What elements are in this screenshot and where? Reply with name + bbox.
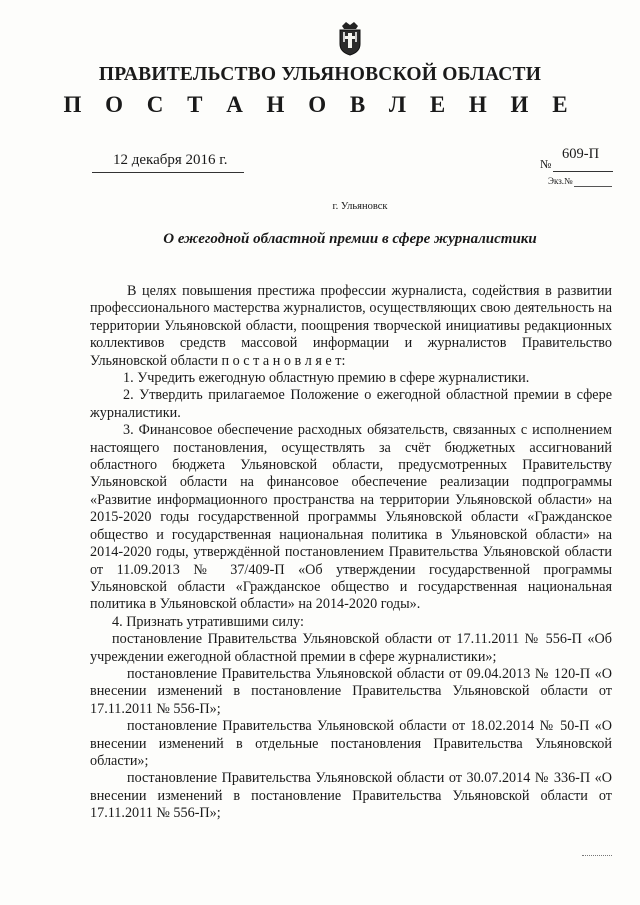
body-paragraph: постановление Правительства Ульяновской области от 18.02.2014 № 50-П «О внесении изменений в отдельные постановления Правительства Ульяновской области»;	[90, 718, 612, 769]
body-paragraph: 3. Финансовое обеспечение расходных обязательств, связанных с исполнением настоящего постановления, осуществлять за счёт бюджетных ассигнований областного бюджета Ульяновской области, предусмотренных Правительству Ульяновской области на финансовое обеспечение реализации подпрограммы «Развитие информационного пространства на территории Ульяновской области» на 2015-2020 годы государственной программы Ульяновской области «Гражданское общество и государственная национальная политика в Ульяновской области» на 2014-2020 годы, утверждённой постановлением Правительства Ульяновской области от 11.09.2013 № 37/409-П «Об утверждении государственной программы Ульяновской области «Гражданское общество и государственная национальная политика в Ульяновской области» на 2014-2020 годы».	[90, 422, 612, 613]
body-paragraph: 2. Утвердить прилагаемое Положение о ежегодной областной премии в сфере журналистики.	[90, 387, 612, 421]
body-paragraph: В целях повышения престижа профессии журналиста, содействия в развитии профессионального мастерства журналистов, осуществляющих свою деятельность на территории Ульяновской области, поощрения творческой инициативы редакционных коллективов средств массовой информации и журналистов Правительство Ульяновской области п о с т а н о в л я е т:	[90, 283, 612, 369]
page-corner-mark	[582, 855, 612, 856]
number-sign: №	[540, 157, 552, 171]
copy-number-label: Экз.№	[548, 176, 573, 186]
document-body	[90, 283, 612, 823]
document-subject: О ежегодной областной премии в сфере журналистики	[163, 231, 537, 247]
body-paragraph: 4. Признать утратившими силу:	[112, 613, 304, 630]
organization-title: ПРАВИТЕЛЬСТВО УЛЬЯНОВСКОЙ ОБЛАСТИ	[98, 64, 542, 85]
body-paragraph: постановление Правительства Ульяновской области от 17.11.2011 № 556-П «Об учреждении ежегодной областной премии в сфере журналистики»;	[90, 631, 612, 665]
city-label: г. Ульяновск	[332, 201, 388, 212]
date-underline	[92, 172, 244, 173]
document-number: 609-П	[562, 146, 600, 162]
document-date: 12 декабря 2016 г.	[113, 152, 228, 168]
body-paragraph: 1. Учредить ежегодную областную премию в сфере журналистики.	[123, 370, 530, 387]
document-type-title: П О С Т А Н О В Л Е Н И Е	[63, 92, 577, 117]
body-paragraph: постановление Правительства Ульяновской области от 09.04.2013 № 120-П «О внесении изменений в постановление Правительства Ульяновской области от 17.11.2011 № 556-П»;	[90, 665, 612, 717]
copy-number-underline	[574, 186, 612, 187]
body-paragraph: постановление Правительства Ульяновской области от 30.07.2014 № 336-П «О внесении изменений в постановление Правительства Ульяновской области от 17.11.2011 № 556-П»;	[90, 770, 612, 822]
coat-of-arms-icon	[337, 20, 363, 56]
number-underline	[553, 171, 613, 172]
